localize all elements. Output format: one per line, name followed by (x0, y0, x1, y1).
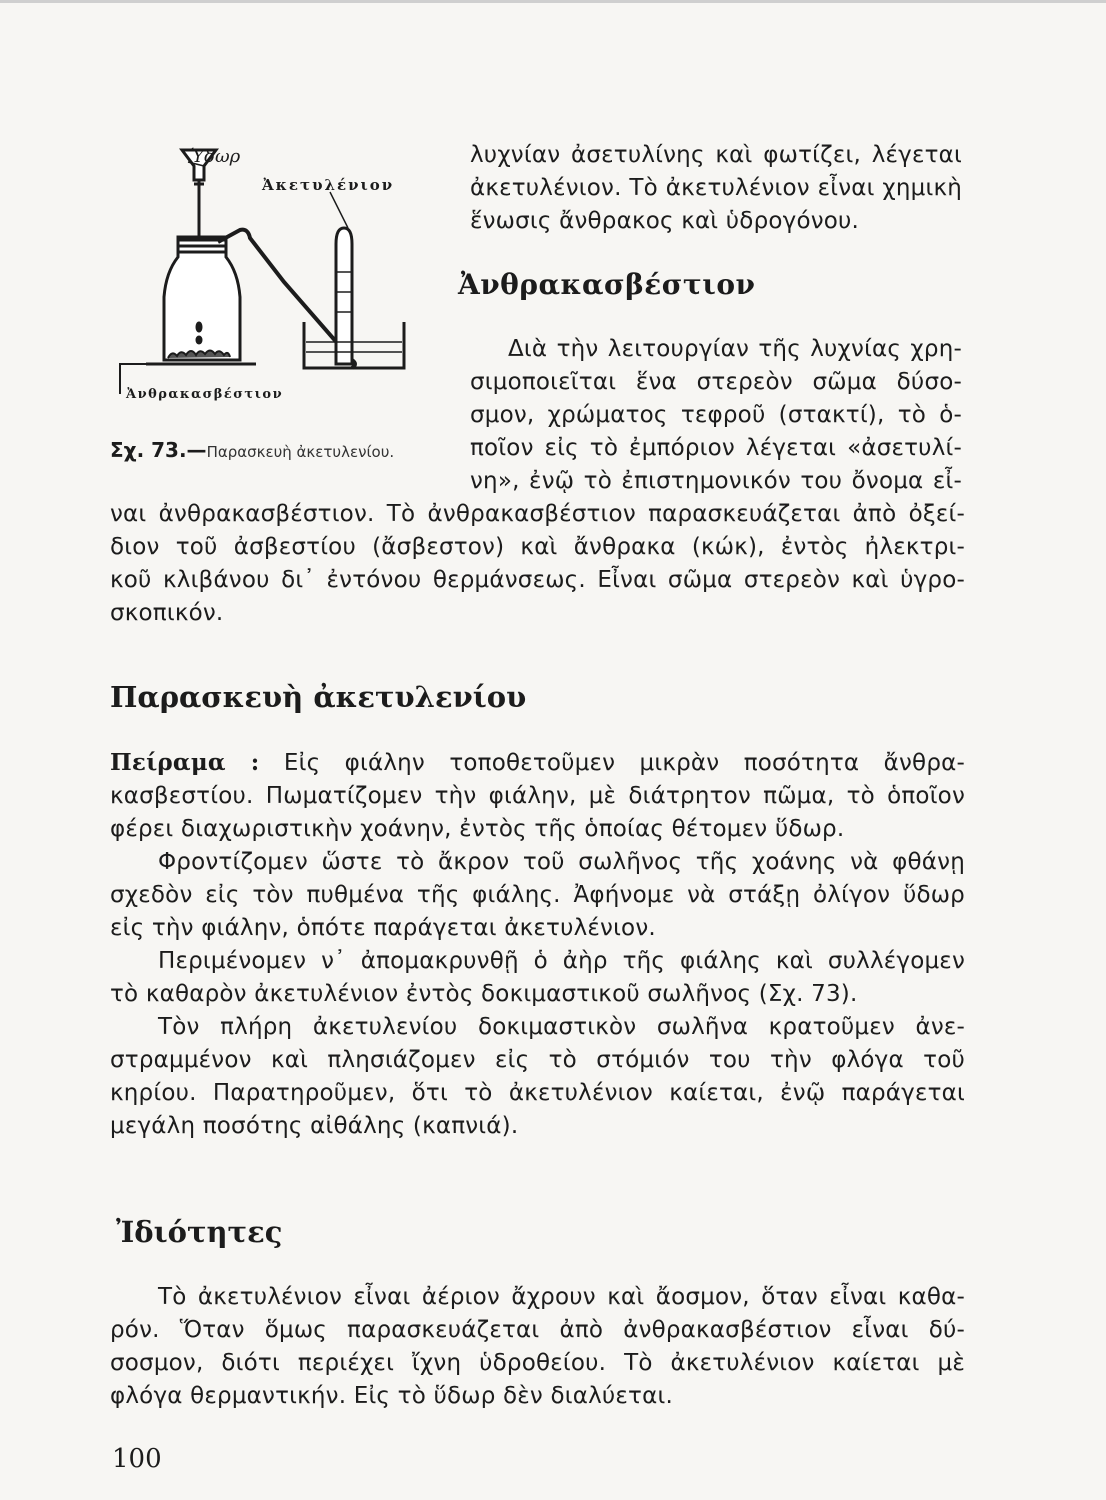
text-line: ναι ἀνθρακασβέστιον. Τὸ ἀνθρακασβέστιον παρασκευάζεται ἀπὸ ὀξεί- (110, 501, 965, 527)
text-line: Τὸν πλήρη ἀκετυλενίου δοκιμαστικὸν σωλῆνα κρατοῦμεν ἀνε- (158, 1014, 965, 1040)
text-line: σοσμον, διότι περιέχει ἴχνη ὑδροθείου. Τὸ ἀκετυλένιον καίεται μὲ (110, 1350, 965, 1376)
text-line: τὸ καθαρὸν ἀκετυλένιον ἐντὸς δοκιμαστικοῦ σωλῆνος (Σχ. 73). (110, 981, 858, 1007)
text-line: Διὰ τὴν λειτουργίαν τῆς λυχνίας χρη- (508, 336, 962, 362)
text-line: ἀκετυλένιον. Τὸ ἀκετυλένιον εἶναι χημικὴ (470, 175, 962, 201)
text-line: μεγάλη ποσότης αἰθάλης (καπνιά). (110, 1113, 519, 1139)
heading-properties: Ἰδιότητες (116, 1215, 283, 1249)
text-line: ποῖον εἰς τὸ ἐμπόριον λέγεται «ἀσετυλί- (470, 435, 962, 461)
text-line: κασβεστίου. Πωματίζομεν τὴν φιάλην, μὲ διάτρητον πῶμα, τὸ ὁποῖον (110, 783, 965, 809)
experiment-label: Πείραμα : (110, 749, 260, 776)
text-line: Φροντίζομεν ὥστε τὸ ἄκρον τοῦ σωλῆνος τῆς χοάνης νὰ φθάνῃ (158, 849, 965, 875)
text-line: νη», ἐνῷ τὸ ἐπιστημονικόν του ὄνομα εἶ- (470, 468, 962, 494)
caption-text: Παρασκευὴ ἀκετυλενίου. (206, 443, 395, 461)
heading-preparation: Παρασκευὴ ἀκετυλενίου (110, 680, 527, 714)
scan-top-edge (0, 0, 1106, 3)
experiment-first-line: Εἰς φιάλην τοποθετοῦμεν μικρὰν ποσότητα ἄνθρα- (283, 750, 965, 776)
text-line: λυχνίαν ἀσετυλίνης καὶ φωτίζει, λέγεται (470, 142, 962, 168)
text-line: ρόν. Ὅταν ὅμως παρασκευάζεται ἀπὸ ἀνθρακασβέστιον εἶναι δύ- (110, 1317, 965, 1343)
intro-paragraph (470, 139, 962, 238)
text-line: κοῦ κλιβάνου δι᾽ ἐντόνου θερμάνσεως. Εἶναι σῶμα στερεὸν καὶ ὑγρο- (110, 567, 965, 593)
properties-paragraph (110, 1281, 965, 1413)
text-line: στραμμένον καὶ πλησιάζομεν εἰς τὸ στόμιόν του τὴν φλόγα τοῦ (110, 1047, 965, 1073)
text-line (110, 746, 965, 780)
preparation-paragraph (110, 746, 965, 1143)
figure-label-water: Ύδωρ (188, 146, 241, 167)
figure-label-carbide: Ἀνθρακασβέστιον (126, 387, 284, 402)
text-line: ἕνωσις ἄνθρακος καὶ ὑδρογόνου. (470, 208, 860, 234)
page-number: 100 (112, 1444, 162, 1474)
text-line: Τὸ ἀκετυλένιον εἶναι ἀέριον ἄχρουν καὶ ἄοσμον, ὅταν εἶναι καθα- (158, 1284, 965, 1310)
text-line: Περιμένομεν ν᾽ ἀπομακρυνθῇ ὁ ἀὴρ τῆς φιάλης καὶ συλλέγομεν (158, 948, 965, 974)
text-line: σχεδὸν εἰς τὸν πυθμένα τῆς φιάλης. Ἀφήνομε νὰ στάξῃ ὀλίγον ὕδωρ (110, 882, 965, 908)
heading-carbide: Ἀνθρακασβέστιον (458, 268, 756, 301)
carbide-paragraph-continued (110, 498, 965, 630)
figure-label-acetylene: Ἀκετυλένιον (262, 176, 395, 194)
text-line: σιμοποιεῖται ἕνα στερεὸν σῶμα δύσο- (470, 369, 962, 395)
text-line: κηρίου. Παρατηροῦμεν, ὅτι τὸ ἀκετυλένιον καίεται, ἐνῷ παράγεται (110, 1080, 965, 1106)
text-line: σμον, χρώματος τεφροῦ (στακτί), τὸ ὁ- (470, 402, 962, 428)
text-line: σκοπικόν. (110, 600, 224, 626)
text-line: διον τοῦ ἀσβεστίου (ἄσβεστον) καὶ ἄνθρακα (κώκ), ἐντὸς ἠλεκτρι- (110, 534, 965, 560)
text-line: φλόγα θερμαντικήν. Εἰς τὸ ὕδωρ δὲν διαλύεται. (110, 1383, 673, 1409)
text-line: εἰς τὴν φιάλην, ὁπότε παράγεται ἀκετυλένιον. (110, 915, 656, 941)
figure-caption (110, 438, 394, 462)
text-line: φέρει διαχωριστικὴν χοάνην, ἐντὸς τῆς ὁποίας θέτομεν ὕδωρ. (110, 816, 845, 842)
caption-number: Σχ. 73.— (110, 438, 207, 462)
carbide-paragraph (470, 333, 962, 498)
apparatus-figure (108, 132, 448, 472)
